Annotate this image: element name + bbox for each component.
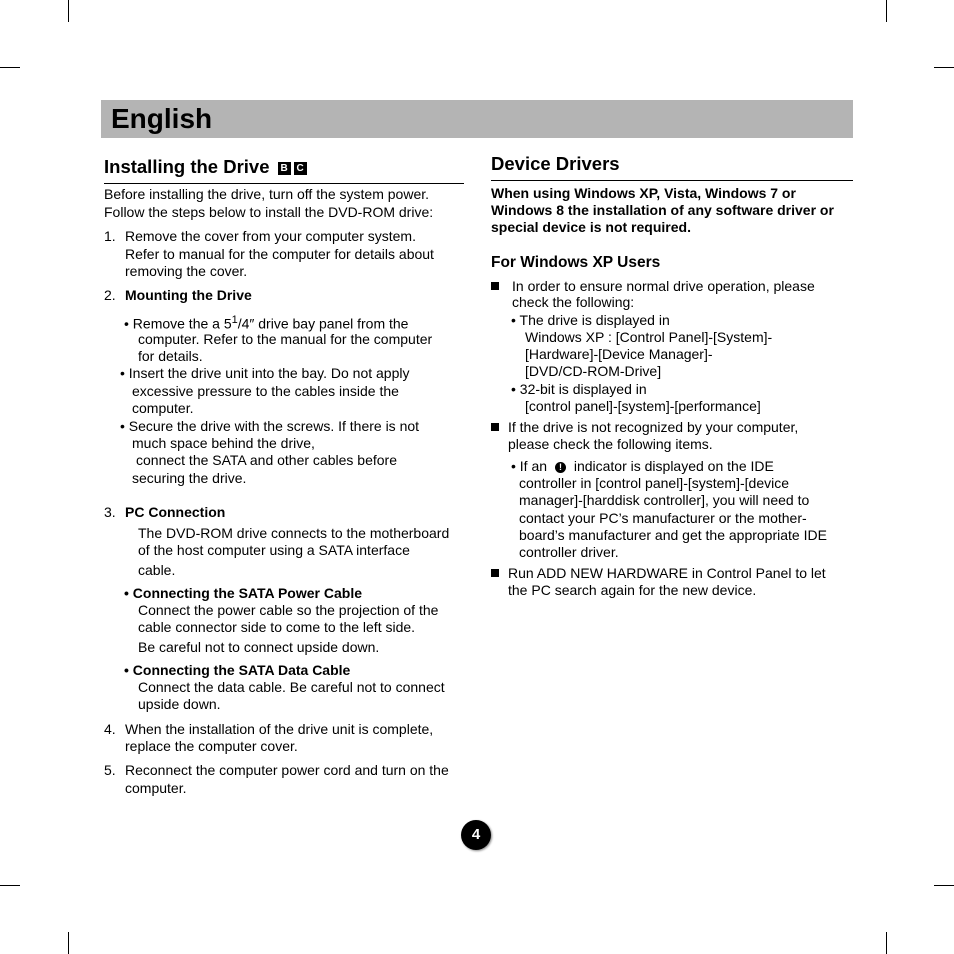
step-number: 2. (104, 287, 116, 303)
sub-line: [DVD/CD-ROM-Drive] (525, 363, 662, 379)
section-heading (104, 155, 464, 184)
crop-mark (886, 932, 887, 954)
section-heading: Device Drivers (491, 152, 853, 181)
bullet-line: computer. Refer to the manual for the computer (138, 331, 433, 347)
badge-c: C (294, 162, 307, 175)
sub-line: [Hardware]-[Device Manager]- (525, 346, 713, 362)
bullet-line: connect the SATA and other cables before (136, 452, 397, 468)
crop-mark (0, 67, 20, 68)
item-line: the PC search again for the new device. (508, 582, 757, 598)
bullet-line: computer. (132, 400, 194, 416)
superscript: 1 (231, 314, 238, 326)
note-line: special device is not required. (491, 219, 691, 235)
step-line: When the installation of the drive unit is complete, (125, 721, 434, 737)
item-line: please check the following items. (508, 436, 713, 452)
sub-line: upside down. (138, 696, 221, 712)
bullet-line: securing the drive. (132, 470, 247, 486)
bullet-line: • Secure the drive with the screws. If there is not (120, 418, 420, 434)
installing-section (104, 155, 464, 796)
step-line: The DVD-ROM drive connects to the motherboard (138, 525, 450, 541)
bullet-line (124, 312, 408, 333)
crop-mark (0, 885, 20, 886)
heading-text: Installing the Drive (104, 156, 270, 177)
step-number: 5. (104, 762, 116, 778)
crop-mark (934, 67, 954, 68)
sub-line: • The drive is displayed in (511, 312, 670, 328)
sub-line: [control panel]-[system]-[performance] (525, 398, 761, 414)
sub-line: board’s manufacturer and get the appropriate IDE (519, 527, 827, 543)
step-line: removing the cover. (125, 263, 248, 279)
intro-line: Before installing the drive, turn off the system power. (104, 186, 430, 202)
step-line: Reconnect the computer power cord and turn on the (125, 762, 449, 778)
banner-title: English (111, 103, 213, 134)
item-line: If the drive is not recognized by your computer, (508, 419, 799, 435)
step-title: PC Connection (125, 504, 226, 520)
step-line: replace the computer cover. (125, 738, 298, 754)
crop-mark (68, 0, 69, 22)
warning-icon: ! (555, 462, 566, 473)
badge-b: B (278, 162, 291, 175)
bullet-line: for details. (138, 348, 203, 364)
sub-heading: For Windows XP Users (491, 254, 661, 271)
sub-title: • Connecting the SATA Data Cable (124, 662, 351, 678)
crop-mark (68, 932, 69, 954)
sub-line: controller in [control panel]-[system]-[device (519, 475, 789, 491)
bullet-line: much space behind the drive, (132, 435, 315, 451)
step-line: computer. (125, 780, 187, 796)
sub-line: • 32-bit is displayed in (511, 381, 647, 397)
step-line: Remove the cover from your computer system. (125, 228, 416, 244)
sub-text: indicator is displayed on the IDE (573, 458, 774, 474)
square-bullet-icon (491, 569, 499, 577)
sub-title: • Connecting the SATA Power Cable (124, 585, 362, 601)
bullet-line: • Insert the drive unit into the bay. Do not apply (120, 365, 410, 381)
step-number: 1. (104, 228, 116, 244)
bullet-text: • Remove the a 5 (124, 315, 232, 332)
sub-text: • If an (511, 458, 548, 474)
page-number: 4 (461, 820, 491, 850)
step-line: Refer to manual for the computer for details about (125, 246, 434, 262)
crop-mark (886, 0, 887, 22)
step-title: Mounting the Drive (125, 287, 252, 303)
language-banner (101, 100, 853, 138)
square-bullet-icon (491, 282, 499, 290)
item-line: In order to ensure normal drive operation, please (512, 278, 815, 294)
sub-line: Windows XP : [Control Panel]-[System]- (525, 329, 773, 345)
intro-line: Follow the steps below to install the DVD-ROM drive: (104, 204, 434, 220)
sub-line: cable connector side to come to the left side. (138, 619, 416, 635)
item-line: check the following: (512, 294, 635, 310)
crop-mark (934, 885, 954, 886)
note-line: When using Windows XP, Vista, Windows 7 or (491, 185, 796, 201)
bullet-text: /4″ drive bay panel from the (237, 315, 409, 332)
step-line: cable. (138, 562, 176, 578)
item-line: Run ADD NEW HARDWARE in Control Panel to let (508, 565, 826, 581)
sub-line (511, 458, 774, 476)
sub-line: controller driver. (519, 544, 619, 560)
sub-line: Be careful not to connect upside down. (138, 639, 380, 655)
bullet-line: excessive pressure to the cables inside the (132, 383, 399, 399)
square-bullet-icon (491, 423, 499, 431)
sub-line: manager]-[harddisk controller], you will need to (519, 492, 810, 508)
step-line: of the host computer using a SATA interface (138, 542, 410, 558)
device-drivers-section (491, 152, 853, 598)
step-number: 3. (104, 504, 116, 520)
note-line: Windows 8 the installation of any software driver or (491, 202, 834, 218)
step-number: 4. (104, 721, 116, 737)
sub-line: contact your PC’s manufacturer or the mother- (519, 510, 807, 526)
sub-line: Connect the data cable. Be careful not to connect (138, 679, 445, 695)
sub-line: Connect the power cable so the projection of the (138, 602, 439, 618)
